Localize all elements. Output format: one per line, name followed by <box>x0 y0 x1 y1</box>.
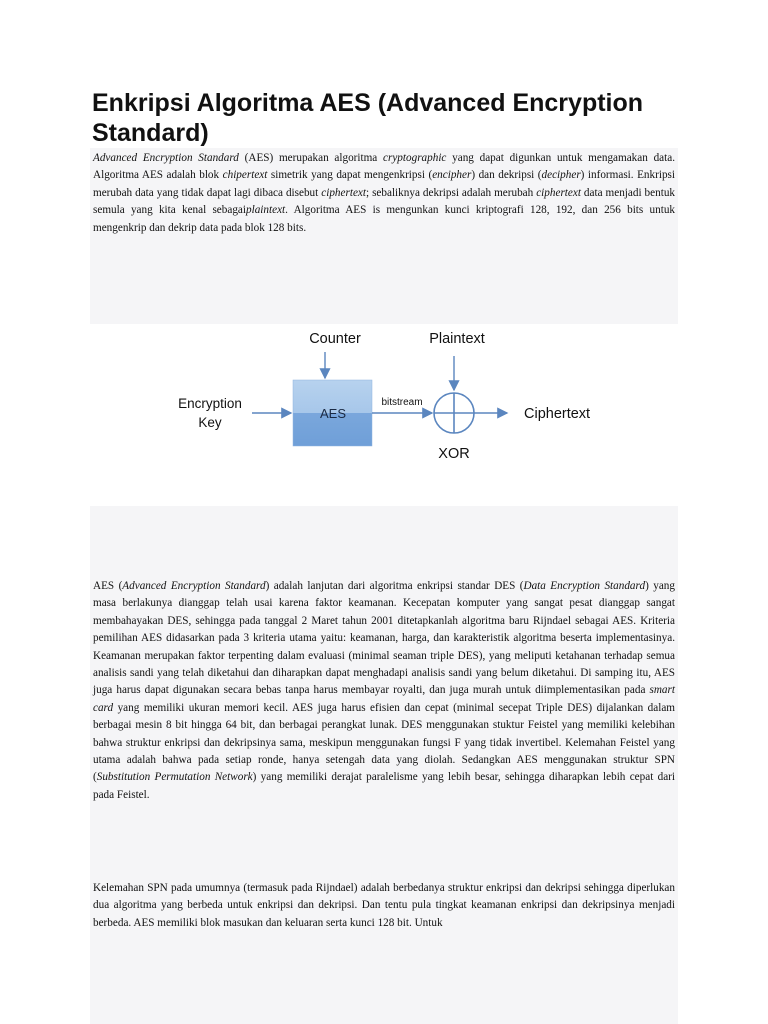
continuation-paragraph: Kelemahan SPN pada umumnya (termasuk pada Rijndael) adalah berbedanya struktur enkripsi dan dekripsi sehingga diperlukan dua algoritma yang berbeda untuk enkripsi dan dekripsi. Dan tentu pula tingkat keamanan enkripsi dan dekripsinya menjadi berbeda. AES memiliki blok masukan dan keluaran serta kunci 128 bit. Untuk <box>93 882 675 929</box>
page-title: Enkripsi Algoritma AES (Advanced Encryption Standard) <box>92 89 644 147</box>
diagram-svg <box>90 324 678 506</box>
xor-label: XOR <box>438 446 470 462</box>
term-cryptographic: cryptographic <box>383 152 447 164</box>
term-chipertext: chipertext <box>222 169 268 182</box>
term-des-full: Data Encryption Standard <box>523 580 646 592</box>
encryption-key-label-line2: Key <box>198 415 222 430</box>
term-ciphertext: ciphertext <box>321 186 366 199</box>
intro-paragraph: Advanced Encryption Standard (AES) merupakan algoritma cryptographic yang dapat digunkan untuk mengamakan data. Algoritma AES adalah blok chipertext simetrik yang dapat mengenkripsi (encipher) dan dekripsi (decipher) informasi. Enkripsi merubah data yang tidak dapat lagi dibaca disebut ciphertext; sebaliknya dekripsi adalah merubah ciphertext data menjadi bentuk semula yang kita kenal sebagaiplaintext. Algoritma AES is mengunkan kunci kriptografi 128, 192, dan 256 bits untuk mengenkrip dan dekrip data pada blok 128 bits. <box>93 152 676 234</box>
body-paragraph: AES (Advanced Encryption Standard) adalah lanjutan dari algoritma enkripsi standar DES (Data Encryption Standard) yang masa berlakunya dianggap telah usai karena faktor keamanan. Kecepatan komputer yang sangat pesat dianggap sangat membahayakan DES, sehingga pada tanggal 2 Maret tahun 2001 ditetapkanlah algoritma baru Rijndael sebagai AES. Kriteria pemilihan AES didasarkan pada 3 kriteria utama yaitu: keamanan, harga, dan karakteristik algoritma beserta implementasinya. Keamanan merupakan faktor terpenting dalam evaluasi (minimal seaman triple DES), yang meliputi ketahanan terhadap semua analisis sandi yang telah diketahui dan diharapkan dapat menghadapi analisis sandi yang belum diketahui. Di samping itu, AES juga harus dapat digunakan secara bebas tanpa harus membayar royalti, dan juga murah untuk diimplementasikan pada smart card yang memiliki ukuran memori kecil. AES juga harus efisien dan cepat (minimal secepat Triple DES) dijalankan dalam berbagai mesin 8 bit hingga 64 bit, dan berbagai perangkat lunak. DES menggunakan stuktur Feistel yang memiliki kelebihan bahwa struktur enkripsi dan dekripsinya sama, meskipun menggunakan fungsi F yang tidak invertibel. Kelemahan Feistel yang utama adalah bahwa pada setiap ronde, hanya setengah data yang diolah. Sedangkan AES menggunakan struktur SPN (Substitution Permutation Network) yang memiliki derajat paralelisme yang lebih besar, sehingga diharapkan lebih cepat dari pada Feistel. <box>93 580 675 801</box>
counter-label: Counter <box>309 331 361 347</box>
term-encipher: encipher <box>432 169 472 182</box>
aes-ctr-diagram <box>90 324 678 506</box>
term-aes-full: Advanced Encryption Standard <box>93 152 239 164</box>
bitstream-label: bitstream <box>381 397 423 408</box>
spacer-block <box>90 506 678 576</box>
term-ciphertext-2: ciphertext <box>536 186 581 199</box>
intro-block <box>90 148 678 324</box>
term-decipher: decipher <box>541 169 581 182</box>
encryption-key-label-line1: Encryption <box>178 396 242 411</box>
body-block <box>90 576 678 866</box>
xor-symbol <box>434 393 474 433</box>
term-plaintext: plaintext <box>246 204 286 217</box>
plaintext-label: Plaintext <box>429 331 485 347</box>
ciphertext-label: Ciphertext <box>524 406 591 422</box>
term-spn-full: Substitution Permutation Network <box>96 771 253 784</box>
term-smart-card: smart card <box>93 684 675 714</box>
term-aes-full-2: Advanced Encryption Standard <box>122 580 266 592</box>
continuation-block <box>90 866 678 1024</box>
aes-label: AES <box>319 406 347 421</box>
